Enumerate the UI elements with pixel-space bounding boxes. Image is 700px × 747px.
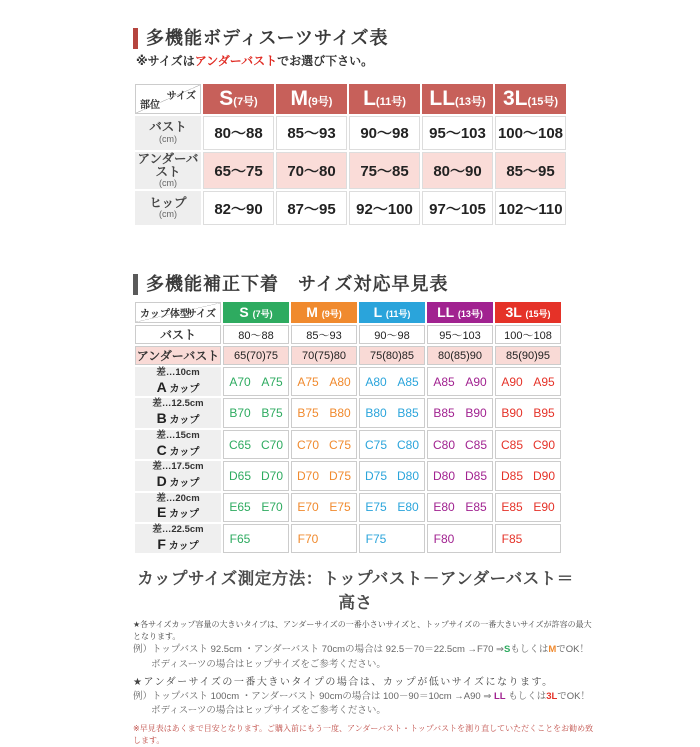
cup-diff-label: 差…15cm <box>156 429 200 441</box>
cup-value: C90 <box>532 437 555 452</box>
cup-value-pair <box>428 500 492 514</box>
cup-value: E75 <box>365 500 387 515</box>
cup-letter: A <box>156 378 167 395</box>
table-header-row <box>135 84 566 114</box>
cup-value: C70 <box>296 437 319 452</box>
note-line <box>133 723 598 747</box>
size-letter: LL <box>429 86 456 110</box>
cup-value-pair <box>292 469 356 483</box>
size-value-cell: 85～93 <box>276 116 347 150</box>
cup-row <box>135 493 561 522</box>
cup-value-pair <box>360 375 424 389</box>
cup-value: D70 <box>296 468 319 483</box>
cup-value: C70 <box>260 437 283 452</box>
corner-label-size: サイズ <box>166 90 196 102</box>
cup-value-cell <box>427 461 493 490</box>
cup-value-pair <box>224 438 288 452</box>
cup-value-cell <box>291 493 357 522</box>
size-letter: M <box>290 86 309 110</box>
cup-letter: E <box>156 504 167 521</box>
size-column-header <box>427 302 493 323</box>
size-number: (9号) <box>308 95 333 108</box>
cup-value: A85 <box>397 374 419 389</box>
note-segment: 例）トップバスト 92.5cm ・アンダーバスト 70cmの場合は 92.5－70＝22.5cm →F70 ⇒ <box>133 644 504 656</box>
bodysuit-size-table <box>133 82 568 228</box>
bust-row <box>135 325 561 344</box>
size-corner-cell <box>135 302 221 323</box>
quickref-table-title: 多機能補正下着 サイズ対応早見表 <box>133 274 603 295</box>
cup-value: E80 <box>397 500 419 515</box>
cup-value: A90 <box>465 374 487 389</box>
cup-value-cell <box>495 430 561 459</box>
cup-value-cell <box>359 461 425 490</box>
bodysuit-table-subtitle <box>136 52 603 69</box>
cup-value: A80 <box>365 374 387 389</box>
size-value-cell: 90～98 <box>349 116 420 150</box>
cup-value-pair <box>428 406 492 420</box>
cup-value: A90 <box>501 374 523 389</box>
cup-value: D80 <box>396 468 419 483</box>
size-letter: 3L <box>502 86 528 110</box>
cup-value-cell <box>291 524 357 553</box>
cup-value: B95 <box>533 406 555 421</box>
size-column-header <box>359 302 425 323</box>
cup-value-pair <box>292 532 356 546</box>
cup-value-pair <box>360 438 424 452</box>
cup-value-pair <box>292 500 356 514</box>
row-label-cell <box>135 116 201 150</box>
cup-value: E85 <box>465 500 487 515</box>
cup-value-pair <box>292 375 356 389</box>
cup-value-pair <box>496 532 560 546</box>
underbust-value-cell: 80(85)90 <box>427 346 493 365</box>
cup-value-cell <box>223 398 289 427</box>
bust-value-cell: 80～88 <box>223 325 289 344</box>
table-row <box>135 116 566 150</box>
cup-value-cell <box>427 430 493 459</box>
cup-value: D85 <box>464 468 487 483</box>
cup-value: C85 <box>500 437 523 452</box>
size-value-cell: 97～105 <box>422 191 493 225</box>
cup-value <box>324 532 356 546</box>
underbust-value-cell: 75(80)85 <box>359 346 425 365</box>
size-column-header <box>276 84 347 114</box>
cup-value-pair <box>224 532 288 546</box>
cup-value-cell <box>359 524 425 553</box>
cup-value-pair <box>496 469 560 483</box>
cup-value: A75 <box>261 374 283 389</box>
cup-row <box>135 524 561 553</box>
size-column-header <box>223 302 289 323</box>
cup-row <box>135 430 561 459</box>
size-corner-cell <box>135 84 201 114</box>
cup-value: B85 <box>397 406 419 421</box>
size-value-cell: 65～75 <box>203 152 274 190</box>
cup-label-cell <box>135 493 221 522</box>
cup-value: B90 <box>501 406 523 421</box>
cup-value: B75 <box>261 406 283 421</box>
cup-value <box>256 532 288 546</box>
cup-row <box>135 461 561 490</box>
cup-value: C65 <box>228 437 251 452</box>
size-column-header <box>495 84 566 114</box>
cup-value-cell <box>359 430 425 459</box>
cup-name-label: D カップ <box>156 473 200 490</box>
note-line <box>133 643 598 657</box>
cup-value: E80 <box>433 500 455 515</box>
cup-value-cell <box>223 493 289 522</box>
cup-name-label: B カップ <box>156 410 200 427</box>
cup-value: D70 <box>260 468 283 483</box>
size-letter: M <box>306 303 322 320</box>
note-segment: でOK！ <box>556 644 589 656</box>
cup-row <box>135 398 561 427</box>
cup-label-cell <box>135 461 221 490</box>
size-column-header <box>349 84 420 114</box>
cup-name-label: F カップ <box>157 535 199 552</box>
note-segment: ボディスーツの場合はヒップサイズをご参考ください。 <box>151 658 386 670</box>
cup-value-cell <box>223 430 289 459</box>
cup-value-cell <box>359 367 425 396</box>
cup-letter: C <box>156 441 167 458</box>
size-number: (7号) <box>252 308 273 319</box>
cup-value-cell <box>291 461 357 490</box>
cup-value-cell <box>291 398 357 427</box>
corner-label-part: 部位 <box>140 99 160 111</box>
cup-value: B85 <box>433 406 455 421</box>
cup-value-cell <box>495 493 561 522</box>
cup-value-cell <box>291 430 357 459</box>
size-letter: S <box>239 303 253 320</box>
size-number: (9号) <box>321 308 342 319</box>
size-column-header <box>495 302 561 323</box>
underbust-row <box>135 346 561 365</box>
cup-value-cell <box>223 524 289 553</box>
cup-value-cell <box>359 493 425 522</box>
cup-value: F70 <box>297 531 319 546</box>
size-value-cell: 75～85 <box>349 152 420 190</box>
cup-name-label: A カップ <box>156 378 200 395</box>
cup-value-pair <box>428 375 492 389</box>
cup-value: F65 <box>229 531 251 546</box>
cup-value: A80 <box>329 374 351 389</box>
cup-value: A95 <box>533 374 555 389</box>
cup-value: C75 <box>328 437 351 452</box>
row-label-cell <box>135 152 201 190</box>
row-label-cell <box>135 191 201 225</box>
size-letter: L <box>373 303 386 320</box>
cup-value-cell <box>223 367 289 396</box>
note-segment: ※早見表はあくまで目安となります。ご購入前にもう一度、アンダーバスト・トップバストを測り直していただくことをお勧め致します。 <box>133 724 594 746</box>
cup-value-cell <box>427 493 493 522</box>
cup-value-pair <box>292 438 356 452</box>
underbust-value-cell: 65(70)75 <box>223 346 289 365</box>
cup-value: F85 <box>501 531 523 546</box>
cup-name-label: E カップ <box>156 504 200 521</box>
bust-value-cell: 85～93 <box>291 325 357 344</box>
row-unit: (cm) <box>159 177 177 188</box>
cup-value-pair <box>360 532 424 546</box>
table-header-row <box>135 302 561 323</box>
table-row <box>135 191 566 225</box>
cup-value: E85 <box>501 500 523 515</box>
size-number: (11号) <box>385 308 411 319</box>
size-number: (7号) <box>233 95 258 108</box>
cup-value-pair <box>496 500 560 514</box>
note-segment: もしくは <box>505 690 547 702</box>
cup-value-cell <box>495 461 561 490</box>
cup-value-cell <box>359 398 425 427</box>
cup-value-pair <box>428 469 492 483</box>
row-unit: (cm) <box>159 133 177 144</box>
cup-name-label: C カップ <box>156 441 200 458</box>
cup-value-cell <box>223 461 289 490</box>
note-segment: ★各サイズカップ容量の大きいタイプは、アンダーサイズの一番小さいサイズと、トップサイズの一番大きいサイズが許容の最大となります。 <box>133 620 592 642</box>
cup-value: A70 <box>229 374 251 389</box>
cup-value-pair <box>496 438 560 452</box>
size-letter: S <box>219 86 234 110</box>
size-number: (13号) <box>457 308 483 319</box>
cup-value-pair <box>428 438 492 452</box>
note-segment: S <box>503 644 511 656</box>
cup-value-pair <box>224 469 288 483</box>
size-value-cell: 70～80 <box>276 152 347 190</box>
subtitle-prefix: ※サイズは <box>136 53 195 68</box>
note-line <box>133 619 598 643</box>
notes-block <box>133 619 598 747</box>
cup-value: E90 <box>533 500 555 515</box>
cup-label-cell <box>135 430 221 459</box>
bust-value-cell: 95～103 <box>427 325 493 344</box>
cup-value-pair <box>360 469 424 483</box>
underbust-value-cell: 85(90)95 <box>495 346 561 365</box>
cup-value-cell <box>495 524 561 553</box>
size-column-header <box>422 84 493 114</box>
cup-diff-label: 差…22.5cm <box>152 523 204 535</box>
note-line <box>133 675 598 690</box>
cup-value-cell <box>427 398 493 427</box>
cup-value-cell <box>427 524 493 553</box>
size-number: (15号) <box>525 308 551 319</box>
note-line <box>133 690 598 704</box>
underbust-label-cell: アンダーバスト <box>135 346 221 365</box>
note-segment: M <box>548 644 557 656</box>
row-label: バスト <box>149 120 187 135</box>
note-line <box>133 704 598 718</box>
cup-size-quickref-table <box>133 300 563 555</box>
note-segment: でOK！ <box>557 690 591 702</box>
cup-value: E65 <box>229 500 251 515</box>
size-value-cell: 102～110 <box>495 191 566 225</box>
row-label: アンダーバスト <box>137 151 199 179</box>
cup-value: E70 <box>261 500 283 515</box>
cup-value <box>528 532 560 546</box>
cup-value: B80 <box>329 406 351 421</box>
cup-value-pair <box>224 406 288 420</box>
note-segment: 3L <box>546 690 558 702</box>
cup-value: B75 <box>297 406 319 421</box>
cup-letter: D <box>156 473 167 490</box>
cup-value-pair <box>224 375 288 389</box>
cup-value-pair <box>224 500 288 514</box>
cup-label-cell <box>135 398 221 427</box>
note-segment: ボディスーツの場合はヒップサイズをご参考ください。 <box>151 705 386 717</box>
size-value-cell: 82～90 <box>203 191 274 225</box>
cup-value: B80 <box>365 406 387 421</box>
cup-value <box>392 532 424 546</box>
section-spacer <box>133 227 603 274</box>
size-value-cell: 95～103 <box>422 116 493 150</box>
cup-value: D90 <box>532 468 555 483</box>
cup-value-pair <box>496 375 560 389</box>
size-value-cell: 80～88 <box>203 116 274 150</box>
cup-value-pair <box>496 406 560 420</box>
underbust-value-cell: 70(75)80 <box>291 346 357 365</box>
cup-value: C85 <box>464 437 487 452</box>
cup-value-cell <box>495 398 561 427</box>
subtitle-suffix: でお選び下さい。 <box>277 53 374 68</box>
cup-value: D80 <box>432 468 455 483</box>
cup-label-cell <box>135 367 221 396</box>
cup-measure-heading: カップサイズ測定方法：トップバスト－アンダーバスト＝高さ <box>137 570 574 613</box>
size-column-header <box>203 84 274 114</box>
size-value-cell: 100～108 <box>495 116 566 150</box>
cup-value: A85 <box>433 374 455 389</box>
row-label: ヒップ <box>149 196 187 211</box>
corner-label-part: カップ体型 <box>140 309 190 321</box>
size-number: (15号) <box>527 95 559 108</box>
size-value-cell: 87～95 <box>276 191 347 225</box>
size-value-cell: 80～90 <box>422 152 493 190</box>
cup-value-cell <box>495 367 561 396</box>
cup-value <box>460 532 492 546</box>
cup-value: C80 <box>396 437 419 452</box>
cup-value: B90 <box>465 406 487 421</box>
cup-diff-label: 差…12.5cm <box>152 398 204 410</box>
cup-label-cell <box>135 524 221 553</box>
subtitle-highlight: アンダーバスト <box>194 53 278 68</box>
bust-value-cell: 100～108 <box>495 325 561 344</box>
cup-value: B70 <box>229 406 251 421</box>
cup-value-pair <box>292 406 356 420</box>
cup-value: E75 <box>329 500 351 515</box>
bodysuit-table-title: 多機能ボディスーツサイズ表 <box>133 28 603 49</box>
cup-value: D75 <box>328 468 351 483</box>
cup-diff-label: 差…20cm <box>156 492 200 504</box>
cup-value: C75 <box>364 437 387 452</box>
note-segment: もしくは <box>510 644 549 656</box>
cup-diff-label: 差…17.5cm <box>152 461 204 473</box>
size-letter: L <box>363 86 376 110</box>
note-segment: 例）トップバスト 100cm ・アンダーバスト 90cmの場合は 100－90＝10cm →A90 ⇒ <box>133 690 494 702</box>
cup-value: D65 <box>228 468 251 483</box>
cup-value: F80 <box>433 531 455 546</box>
cup-value: C80 <box>432 437 455 452</box>
cup-value: E70 <box>297 500 319 515</box>
cup-value-pair <box>428 532 492 546</box>
size-value-cell: 92～100 <box>349 191 420 225</box>
cup-value-pair <box>360 406 424 420</box>
cup-value: A75 <box>297 374 319 389</box>
cup-value-pair <box>360 500 424 514</box>
size-letter: 3L <box>505 303 526 320</box>
note-segment: ★アンダーサイズの一番大きいタイプの場合は、カップが低いサイズになります。 <box>133 676 554 688</box>
size-letter: LL <box>437 303 458 320</box>
cup-value-cell <box>291 367 357 396</box>
note-line <box>133 658 598 672</box>
size-number: (11号) <box>375 95 406 108</box>
cup-letter: F <box>157 535 166 552</box>
bust-label-cell: バスト <box>135 325 221 344</box>
cup-value: D85 <box>500 468 523 483</box>
cup-letter: B <box>156 410 167 427</box>
row-unit: (cm) <box>159 209 177 220</box>
table-row <box>135 152 566 190</box>
size-number: (13号) <box>455 95 486 108</box>
size-column-header <box>291 302 357 323</box>
cup-value: F75 <box>365 531 387 546</box>
cup-diff-label: 差…10cm <box>156 367 200 379</box>
cup-value: D75 <box>364 468 387 483</box>
note-segment: LL <box>493 690 506 702</box>
cup-row <box>135 367 561 396</box>
bust-value-cell: 90～98 <box>359 325 425 344</box>
cup-value-cell <box>427 367 493 396</box>
corner-label-size: サイズ <box>186 309 216 321</box>
size-value-cell: 85～95 <box>495 152 566 190</box>
